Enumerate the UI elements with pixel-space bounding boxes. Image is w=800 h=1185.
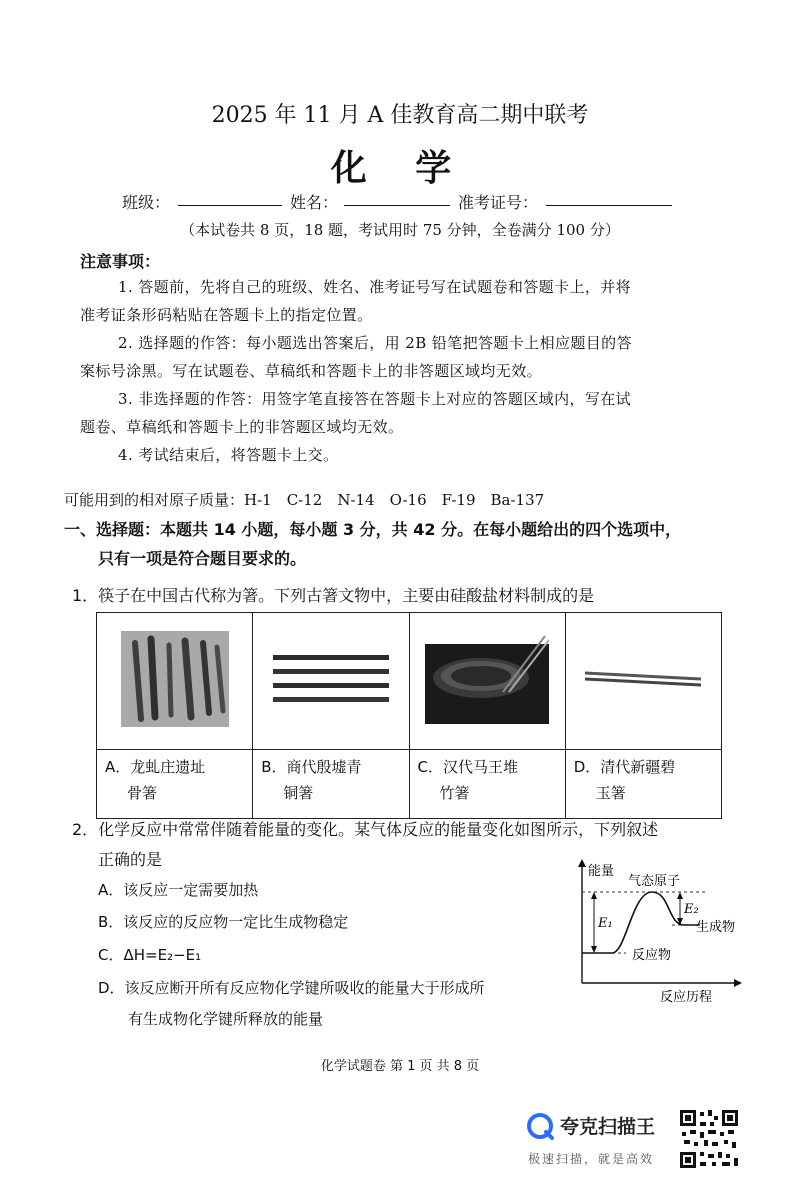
notice-item-1-cont: 准考证条形码粘贴在答题卡上的指定位置。 xyxy=(80,306,373,324)
e1-arrow-up-icon xyxy=(591,892,597,899)
option-c-image xyxy=(409,613,565,750)
option-d-image xyxy=(565,613,721,750)
energy-axis-label: 能量 xyxy=(588,864,615,879)
option-a-label-cont: 骨箸 xyxy=(127,784,158,802)
subject-title: 化 学 xyxy=(330,148,470,189)
q2-option-a[interactable]: A．该反应一定需要加热 xyxy=(98,881,259,899)
e2-arrow-up-icon xyxy=(677,892,683,899)
notice-item-2-cont: 案标号涂黑。写在试题卷、草稿纸和答题卡上的非答题区域均无效。 xyxy=(80,362,543,380)
q2-option-d[interactable]: D．该反应断开所有反应物化学键所吸收的能量大于形成所 xyxy=(98,979,485,997)
q1-options-table xyxy=(96,612,722,819)
peak-label: 气态原子 xyxy=(628,874,681,889)
scanner-brand: 夸克扫描王 xyxy=(560,1116,656,1138)
lacquer-tray-chopsticks-image xyxy=(425,634,549,724)
jade-chopsticks-image xyxy=(581,659,705,699)
name-blank[interactable] xyxy=(344,205,450,206)
e1-arrow-down-icon xyxy=(591,946,597,953)
option-b-label: B．商代殷墟青 xyxy=(261,758,362,776)
qr-code-icon xyxy=(678,1108,740,1170)
class-label: 班级： xyxy=(122,193,171,212)
page-footer: 化学试题卷 第 1 页 共 8 页 xyxy=(320,1059,480,1074)
q2-option-c[interactable]: C．ΔH=E₂−E₁ xyxy=(98,946,202,964)
bronze-chopsticks-image xyxy=(271,649,391,709)
option-c[interactable] xyxy=(409,750,565,819)
option-d-label-cont: 玉箸 xyxy=(595,784,626,802)
q2-option-b[interactable]: B．该反应的反应物一定比生成物稳定 xyxy=(98,913,349,931)
option-d-label: D．清代新疆碧 xyxy=(573,758,676,776)
product-label: 生成物 xyxy=(696,920,736,935)
notice-item-4: 4. 考试结束后，将答题卡上交。 xyxy=(118,446,339,464)
e1-label: E₁ xyxy=(598,916,613,931)
section-1-heading: 一、选择题：本题共 14 小题，每小题 3 分，共 42 分。在每小题给出的四个选项中， xyxy=(64,520,682,539)
bone-chopsticks-image xyxy=(121,631,229,727)
exam-id-label: 准考证号： xyxy=(458,193,539,212)
progress-axis-arrow-icon xyxy=(734,979,742,987)
scanner-slogan: 极速扫描，就是高效 xyxy=(528,1152,655,1166)
class-blank[interactable] xyxy=(178,205,282,206)
option-b-label-cont: 铜箸 xyxy=(283,784,314,802)
option-a-label: A．龙虬庄遗址 xyxy=(105,758,206,776)
section-1-heading-cont: 只有一项是符合题目要求的。 xyxy=(98,549,307,568)
name-label: 姓名： xyxy=(290,193,339,212)
notice-item-3-cont: 题卷、草稿纸和答题卡上的非答题区域均无效。 xyxy=(80,418,404,436)
q2-stem: 2．化学反应中常常伴随着能量的变化。某气体反应的能量变化如图所示，下列叙述 xyxy=(72,820,659,839)
reaction-progress-label: 反应历程 xyxy=(660,990,713,1005)
reactant-label: 反应物 xyxy=(632,948,672,963)
notice-item-3: 3. 非选择题的作答：用签字笔直接答在答题卡上对应的答题区域内，写在试 xyxy=(118,390,632,408)
option-b-image xyxy=(253,613,409,750)
notice-item-2: 2. 选择题的作答：每小题选出答案后，用 2B 铅笔把答题卡上相应题目的答 xyxy=(118,334,632,352)
option-a-image xyxy=(97,613,253,750)
exam-description: （本试卷共 8 页，18 题，考试用时 75 分钟，全卷满分 100 分） xyxy=(180,221,620,239)
atomic-masses: 可能用到的相对原子质量：H-1 C-12 N-14 O-16 F-19 Ba-137 xyxy=(64,491,545,509)
exam-id-blank[interactable] xyxy=(546,205,672,206)
q2-stem-cont: 正确的是 xyxy=(98,850,163,869)
option-c-label: C．汉代马王堆 xyxy=(417,758,518,776)
q1-stem: 1．筷子在中国古代称为箸。下列古箸文物中，主要由硅酸盐材料制成的是 xyxy=(72,586,595,605)
option-d[interactable] xyxy=(565,750,721,819)
quark-logo-icon xyxy=(526,1112,554,1140)
energy-axis-arrow-icon xyxy=(578,859,586,867)
option-a[interactable] xyxy=(97,750,253,819)
energy-diagram xyxy=(560,855,750,1005)
option-b[interactable] xyxy=(253,750,409,819)
exam-title: 2025 年 11 月 A 佳教育高二期中联考 xyxy=(211,103,589,128)
notice-item-1: 1. 答题前，先将自己的班级、姓名、准考证号写在试题卷和答题卡上，并将 xyxy=(118,278,632,296)
e2-label: E₂ xyxy=(684,902,699,917)
notice-heading: 注意事项： xyxy=(80,252,161,271)
q2-option-d-cont: 有生成物化学键所释放的能量 xyxy=(128,1010,324,1028)
option-c-label-cont: 竹箸 xyxy=(439,784,470,802)
